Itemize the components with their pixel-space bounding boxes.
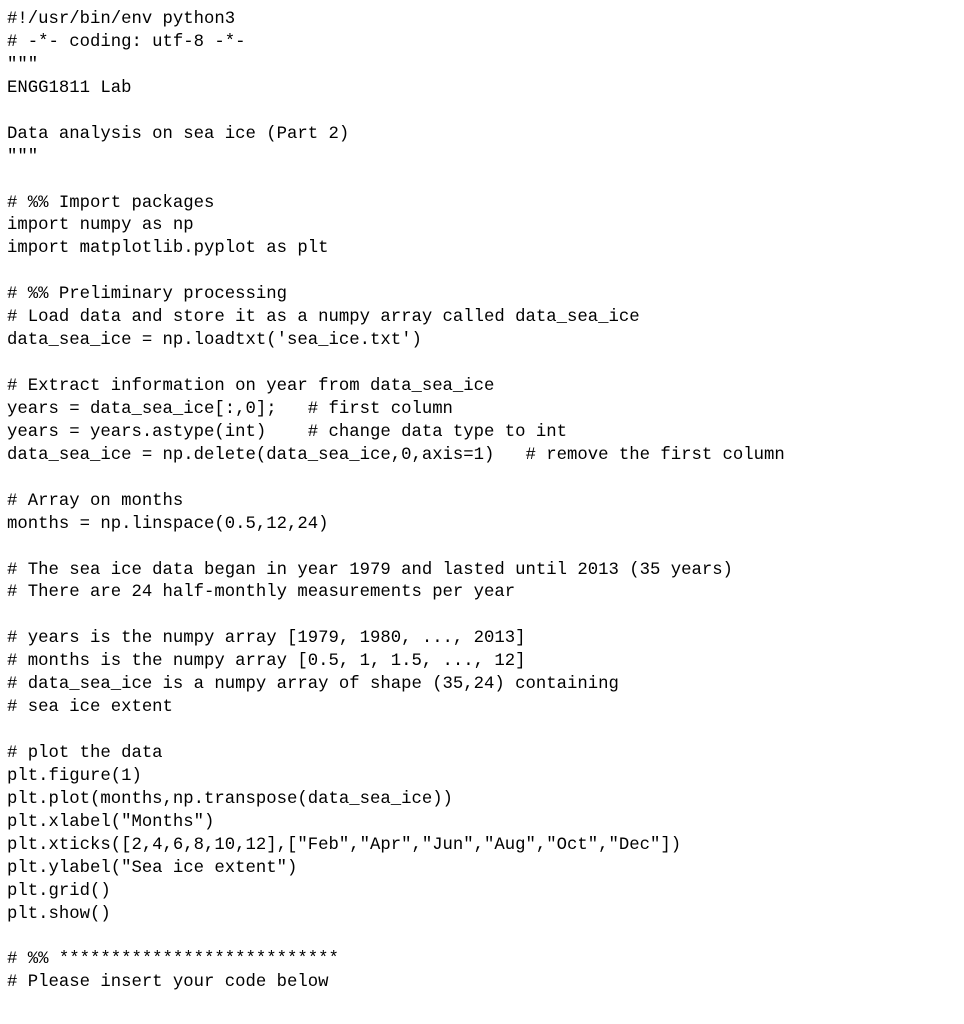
code-line[interactable] xyxy=(7,720,964,743)
code-line[interactable] xyxy=(7,261,964,284)
code-line[interactable]: plt.grid() xyxy=(7,881,111,901)
code-line[interactable]: plt.xticks([2,4,6,8,10,12],["Feb","Apr","Jun","Aug","Oct","Dec"]) xyxy=(7,835,682,855)
code-line[interactable]: # %% Import packages xyxy=(7,193,215,213)
code-line[interactable]: ENGG1811 Lab xyxy=(7,78,132,98)
code-line[interactable]: # sea ice extent xyxy=(7,698,173,718)
code-line[interactable] xyxy=(7,605,964,628)
code-line[interactable] xyxy=(7,468,964,491)
code-line[interactable]: # Array on months xyxy=(7,491,184,511)
code-line[interactable]: plt.ylabel("Sea ice extent") xyxy=(7,858,298,878)
code-line[interactable]: # %% *************************** xyxy=(7,950,339,970)
code-line[interactable]: # Please insert your code below xyxy=(7,973,329,993)
code-line[interactable]: years = data_sea_ice[:,0]; # first column xyxy=(7,399,453,419)
code-line[interactable]: data_sea_ice = np.loadtxt('sea_ice.txt') xyxy=(7,331,422,351)
code-line[interactable] xyxy=(7,170,964,193)
code-line[interactable]: # data_sea_ice is a numpy array of shape (35,24) containing xyxy=(7,675,619,695)
code-editor[interactable] xyxy=(7,9,964,995)
code-line[interactable] xyxy=(7,927,964,950)
code-line[interactable]: import numpy as np xyxy=(7,216,194,236)
code-line[interactable]: # Load data and store it as a numpy array called data_sea_ice xyxy=(7,308,640,328)
code-line[interactable]: # years is the numpy array [1979, 1980, ..., 2013] xyxy=(7,629,526,649)
code-line[interactable]: # The sea ice data began in year 1979 and lasted until 2013 (35 years) xyxy=(7,560,733,580)
code-line[interactable]: # Extract information on year from data_sea_ice xyxy=(7,377,495,396)
code-line[interactable]: plt.show() xyxy=(7,904,111,924)
code-line[interactable]: data_sea_ice = np.delete(data_sea_ice,0,axis=1) # remove the first column xyxy=(7,445,785,465)
code-line[interactable]: months = np.linspace(0.5,12,24) xyxy=(7,514,329,534)
code-line[interactable]: # months is the numpy array [0.5, 1, 1.5, ..., 12] xyxy=(7,652,526,672)
code-line[interactable]: plt.figure(1) xyxy=(7,766,142,786)
code-line[interactable]: years = years.astype(int) # change data type to int xyxy=(7,422,568,442)
code-line[interactable] xyxy=(7,101,964,124)
code-line[interactable]: """ xyxy=(7,55,39,75)
code-line[interactable]: Data analysis on sea ice (Part 2) xyxy=(7,124,350,144)
code-line[interactable]: plt.plot(months,np.transpose(data_sea_ice)) xyxy=(7,789,453,809)
code-line[interactable]: # %% Preliminary processing xyxy=(7,285,288,305)
code-line[interactable] xyxy=(7,537,964,560)
code-line[interactable]: import matplotlib.pyplot as plt xyxy=(7,239,329,259)
code-line[interactable] xyxy=(7,353,964,376)
code-line[interactable]: # There are 24 half-monthly measurements per year xyxy=(7,583,516,603)
code-line[interactable]: # -*- coding: utf-8 -*- xyxy=(7,32,246,52)
code-line[interactable]: #!/usr/bin/env python3 xyxy=(7,10,236,29)
code-line[interactable]: plt.xlabel("Months") xyxy=(7,812,215,832)
code-line[interactable]: # plot the data xyxy=(7,744,163,763)
code-line[interactable]: """ xyxy=(7,147,39,167)
